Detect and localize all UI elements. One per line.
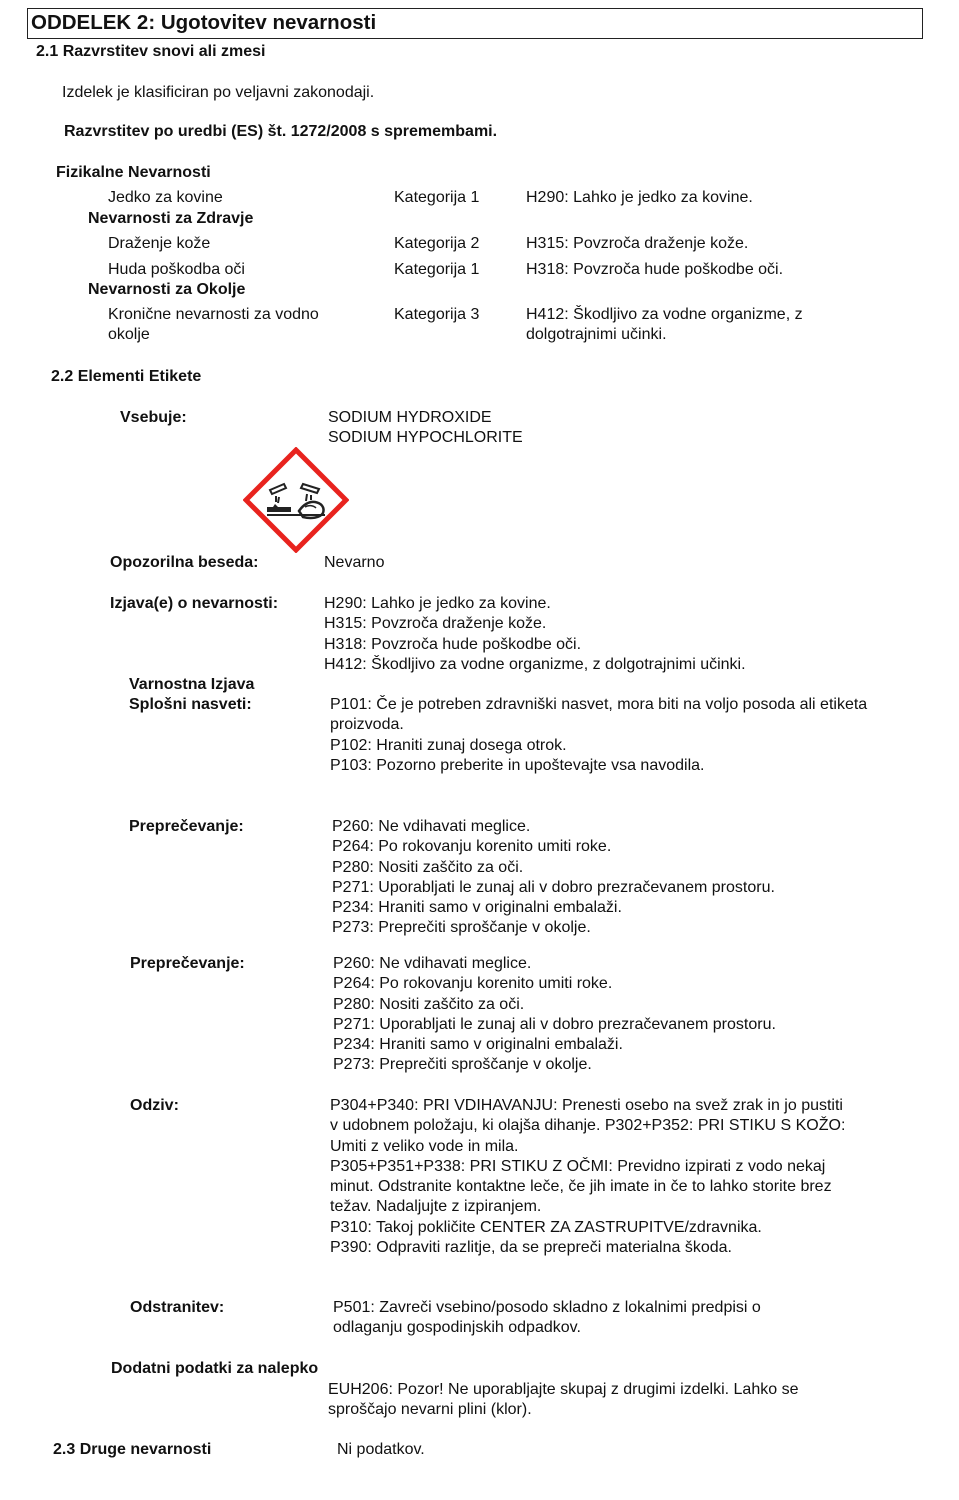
precaution-line: P304+P340: PRI VDIHAVANJU: Prenesti osebo na svež zrak in jo pustiti v udobnem položaju, ki olajša dihanje. P302+P352: PRI STIKU S KOŽO: Umiti z veliko vode in mila. [330,1097,846,1155]
precaution-line: P264: Po rokovanju korenito umiti roke. [333,975,613,993]
corrosion-pictogram-icon [243,447,349,553]
disposal-list [333,1298,823,1339]
subsection-2-2-heading: 2.2 Elementi Etikete [51,368,202,385]
section-title: ODDELEK 2: Ugotovitev nevarnosti [31,11,377,34]
precaution-line: P102: Hraniti zunaj dosega otrok. [330,736,567,754]
substance-name: SODIUM HYPOCHLORITE [328,429,523,447]
precaution-line: P234: Hraniti samo v originalni embalaži. [332,899,622,917]
hazard-statement: H315: Povzroča draženje kože. [526,235,749,252]
precaution-line: P103: Pozorno preberite in upoštevajte vsa navodila. [330,756,705,774]
contains-list [328,408,523,449]
precaution-line: P280: Nositi zaščito za oči. [332,858,524,876]
disposal-label: Odstranitev: [130,1299,225,1316]
regulation-heading: Razvrstitev po uredbi (ES) št. 1272/2008 s spremembami. [64,123,498,140]
hazard-statements-label: Izjava(e) o nevarnosti: [110,595,279,612]
general-advice-label: Splošni nasveti: [129,696,252,713]
response-label: Odziv: [130,1097,179,1114]
hazard-statements-list [324,594,746,675]
precaution-line: P234: Hraniti samo v originalni embalaži. [333,1036,623,1054]
signal-word: Nevarno [324,554,385,571]
additional-label-info: EUH206: Pozor! Ne uporabljajte skupaj z drugimi izdelki. Lahko se sproščajo nevarni plini (klor). [328,1381,799,1419]
hazard-category: Kategorija 1 [394,189,480,206]
hazard-class-name: Draženje kože [108,235,211,252]
precaution-line: P305+P351+P338: PRI STIKU Z OČMI: Previdno izpirati z vodo nekaj minut. Odstranite kontaktne leče, če jih imate in če to lahko storite brez težav. Nadaljujte z izpiranjem. [330,1157,832,1216]
hazard-class-name: Huda poškodba oči [108,261,245,278]
contains-label: Vsebuje: [120,409,187,426]
other-hazards-value: Ni podatkov. [337,1441,425,1458]
prevention-list-2 [333,954,776,1076]
response-list [330,1096,850,1258]
hazard-statement: H290: Lahko je jedko za kovine. [526,189,753,206]
precaution-line: P101: Če je potreben zdravniški nasvet, mora biti na voljo posoda ali etiketa proizvoda. [330,696,868,734]
substance-name: SODIUM HYDROXIDE [328,409,492,426]
hazard-statement-line: H290: Lahko je jedko za kovine. [324,595,551,612]
group-title-environment: Nevarnosti za Okolje [88,281,246,298]
hazard-category: Kategorija 1 [394,261,480,278]
precaution-line: P390: Odpraviti razlitje, da se prepreči materialna škoda. [330,1239,732,1257]
prevention-list [332,817,775,939]
hazard-statement-line: H315: Povzroča draženje kože. [324,615,547,633]
precaution-line: P260: Ne vdihavati meglice. [332,818,531,835]
subsection-2-1-heading: 2.1 Razvrstitev snovi ali zmesi [36,43,266,60]
precaution-line: P264: Po rokovanju korenito umiti roke. [332,838,612,856]
hazard-category: Kategorija 3 [394,306,480,323]
precaution-line: P310: Takoj pokličite CENTER ZA ZASTRUPITVE/zdravnika. [330,1218,762,1236]
precaution-line: P273: Preprečiti sproščanje v okolje. [333,1056,592,1074]
precaution-line: P260: Ne vdihavati meglice. [333,955,532,972]
group-title-physical: Fizikalne Nevarnosti [56,164,211,181]
hazard-statement: H318: Povzroča hude poškodbe oči. [526,261,784,278]
hazard-statement: H412: Škodljivo za vodne organizme, z dolgotrajnimi učinki. [526,306,803,344]
prevention-label-2: Preprečevanje: [130,955,245,972]
precaution-line: P273: Preprečiti sproščanje v okolje. [332,919,591,937]
additional-label-info-heading: Dodatni podatki za nalepko [111,1360,319,1377]
signal-word-label: Opozorilna beseda: [110,554,259,571]
hazard-statement-line: H412: Škodljivo za vodne organizme, z dolgotrajnimi učinki. [324,655,746,673]
hazard-class-name: Kronične nevarnosti za vodno okolje [108,306,319,344]
hazard-category: Kategorija 2 [394,235,480,252]
precaution-title: Varnostna Izjava [129,676,255,693]
classification-intro: Izdelek je klasificiran po veljavni zakonodaji. [62,84,375,101]
prevention-label: Preprečevanje: [129,818,244,835]
precaution-line: P280: Nositi zaščito za oči. [333,995,525,1013]
precaution-line: P271: Uporabljati le zunaj ali v dobro prezračevanem prostoru. [332,878,775,896]
subsection-2-3-heading: 2.3 Druge nevarnosti [53,1441,212,1458]
precaution-line: P271: Uporabljati le zunaj ali v dobro prezračevanem prostoru. [333,1015,776,1033]
general-advice-list [330,695,875,776]
group-title-health: Nevarnosti za Zdravje [88,210,254,227]
hazard-class-name: Jedko za kovine [108,189,223,206]
precaution-line: P501: Zavreči vsebino/posodo skladno z lokalnimi predpisi o odlaganju gospodinjskih odpadkov. [333,1299,761,1337]
hazard-statement-line: H318: Povzroča hude poškodbe oči. [324,635,582,653]
